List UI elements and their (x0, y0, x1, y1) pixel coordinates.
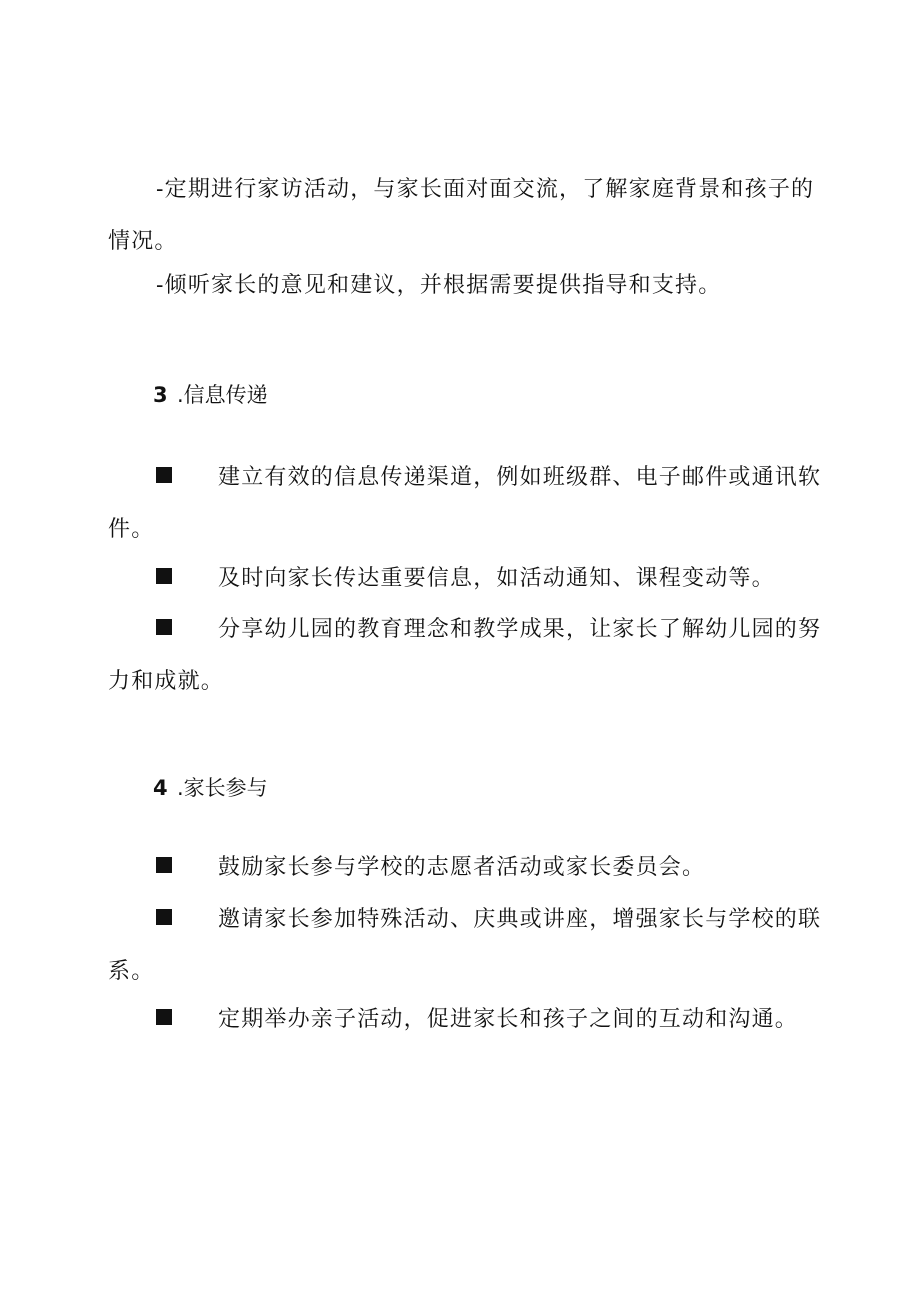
black-square-icon (156, 909, 172, 925)
black-square-icon (156, 568, 172, 584)
list-item (108, 842, 828, 894)
black-square-icon (156, 857, 172, 873)
list-item (108, 553, 828, 605)
list-item (108, 894, 828, 998)
listen-parents-item: -倾听家长的意见和建议，并根据需要提供指导和支持。 (156, 273, 722, 298)
list-item-text: 分享幼儿园的教育理念和教学成果，让家长了解幼儿园的努力和成就。 (108, 617, 822, 694)
home-visit-item: -定期进行家访活动，与家长面对面交流，了解家庭背景和孩子的情况。 (108, 177, 815, 254)
black-square-icon (156, 467, 172, 483)
section-title: .信息传递 (177, 383, 268, 407)
list-item-text: 及时向家长传达重要信息，如活动通知、课程变动等。 (218, 566, 775, 591)
section-heading-info (153, 380, 268, 410)
section-number: 3 (153, 383, 168, 407)
list-item-text: 建立有效的信息传递渠道，例如班级群、电子邮件或通讯软件。 (108, 465, 822, 542)
list-item (108, 994, 828, 1046)
section-title: .家长参与 (177, 776, 268, 800)
section-number: 4 (153, 776, 168, 800)
list-item-text: 定期举办亲子活动，促进家长和孩子之间的互动和沟通。 (218, 1007, 799, 1032)
black-square-icon (156, 1009, 172, 1025)
list-item (108, 604, 828, 708)
black-square-icon (156, 619, 172, 635)
list-item-text: 邀请家长参加特殊活动、庆典或讲座，增强家长与学校的联系。 (108, 907, 822, 984)
list-item-text: 鼓励家长参与学校的志愿者活动或家长委员会。 (218, 855, 706, 880)
list-item (108, 452, 828, 556)
section-heading-parent (153, 773, 268, 803)
